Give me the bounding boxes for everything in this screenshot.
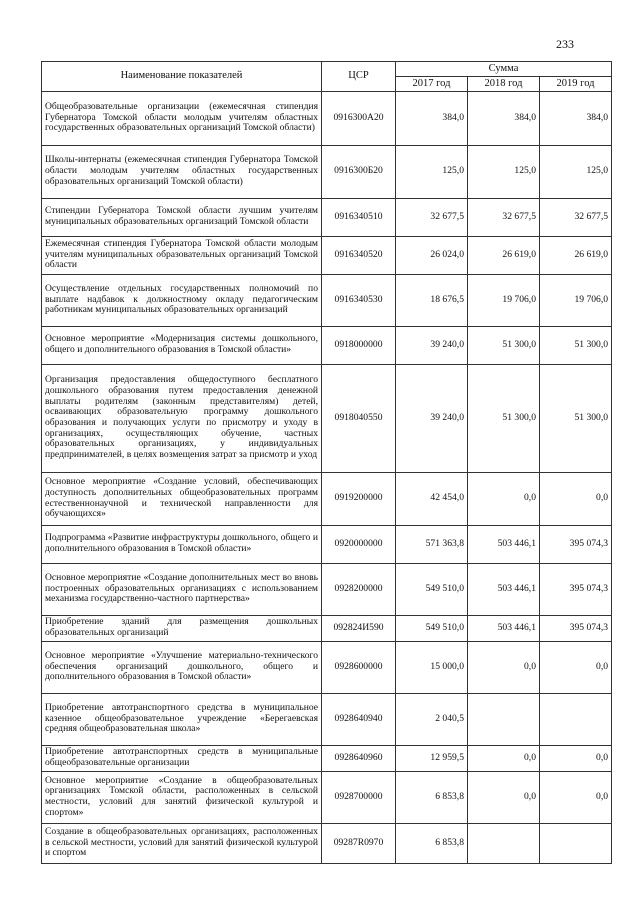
- row-2019: 51 300,0: [540, 326, 612, 364]
- row-2017: 18 676,5: [396, 274, 468, 326]
- row-2018: 384,0: [468, 91, 540, 145]
- row-code: 0916300Б20: [322, 145, 396, 198]
- row-2019: 0,0: [540, 745, 612, 771]
- row-code: 0928640960: [322, 745, 396, 771]
- row-2019: 0,0: [540, 771, 612, 823]
- table-row: [42, 771, 612, 823]
- row-2018: 125,0: [468, 145, 540, 198]
- row-2017: 12 959,5: [396, 745, 468, 771]
- row-name: Приобретение автотранспортных средств в муниципальные общеобразовательные организации: [42, 745, 322, 771]
- row-name: Приобретение автотранспортного средства в муниципальное казенное общеобразовательное учреждение «Берегаевская средняя общеобразовательная школа»: [42, 693, 322, 745]
- row-code: 0916340520: [322, 236, 396, 274]
- table-row: [42, 145, 612, 198]
- table-row: [42, 91, 612, 145]
- row-name: Организация предоставления общедоступного бесплатного дошкольного образования путем предоставления денежной выплаты родителям (законным представителям) детей, осваивающих образовательную программу дошкольного образования и получающих услуги по присмотру и уходу в организациях, осуществляющих обучение, частных образовательных организациях, у индивидуальных предпринимателей, в целях возмещения затрат за присмотр и уход: [42, 364, 322, 472]
- row-2018: 503 446,1: [468, 525, 540, 563]
- row-name: Подпрограмма «Развитие инфраструктуры дошкольного, общего и дополнительного образования в Томской области»: [42, 525, 322, 563]
- header-year-2017: 2017 год: [396, 76, 468, 91]
- row-2018: [468, 823, 540, 863]
- row-2018: 503 446,1: [468, 563, 540, 615]
- row-name: Школы-интернаты (ежемесячная стипендия Губернатора Томской области молодым учителям областных государственных образовательных организаций Томской области): [42, 145, 322, 198]
- row-2017: 384,0: [396, 91, 468, 145]
- row-code: 0918000000: [322, 326, 396, 364]
- row-name: Приобретение зданий для размещения дошкольных образовательных организаций: [42, 615, 322, 641]
- row-2017: 571 363,8: [396, 525, 468, 563]
- row-code: 0928200000: [322, 563, 396, 615]
- table-row: [42, 236, 612, 274]
- row-2019: 395 074,3: [540, 563, 612, 615]
- table-row: [42, 198, 612, 236]
- row-code: 0918040550: [322, 364, 396, 472]
- row-2017: 15 000,0: [396, 641, 468, 693]
- row-2018: 0,0: [468, 472, 540, 525]
- row-2019: 384,0: [540, 91, 612, 145]
- row-name: Основное мероприятие «Создание дополнительных мест во вновь построенных образовательных организациях с использованием механизма государственно-частного партнерства»: [42, 563, 322, 615]
- row-2019: 125,0: [540, 145, 612, 198]
- row-2018: 51 300,0: [468, 326, 540, 364]
- row-2019: 395 074,3: [540, 615, 612, 641]
- row-name: Основное мероприятие «Создание в общеобразовательных организациях Томской области, расположенных в сельской местности, условий для занятий физической культурой и спортом»: [42, 771, 322, 823]
- row-2017: 125,0: [396, 145, 468, 198]
- row-2017: 39 240,0: [396, 364, 468, 472]
- row-2017: 26 024,0: [396, 236, 468, 274]
- row-name: Стипендии Губернатора Томской области лучшим учителям муниципальных образовательных организаций Томской области: [42, 198, 322, 236]
- table-row: [42, 364, 612, 472]
- header-year-2019: 2019 год: [540, 76, 612, 91]
- row-2019: 26 619,0: [540, 236, 612, 274]
- row-2017: 2 040,5: [396, 693, 468, 745]
- row-2019: 0,0: [540, 472, 612, 525]
- row-2017: 6 853,8: [396, 823, 468, 863]
- row-2018: 32 677,5: [468, 198, 540, 236]
- header-year-2018: 2018 год: [468, 76, 540, 91]
- row-code: 092824И590: [322, 615, 396, 641]
- row-code: 0916340510: [322, 198, 396, 236]
- row-code: 0928600000: [322, 641, 396, 693]
- page-number: 233: [556, 37, 574, 51]
- table-row: [42, 615, 612, 641]
- row-2017: 549 510,0: [396, 615, 468, 641]
- table-row: [42, 563, 612, 615]
- row-2018: 0,0: [468, 641, 540, 693]
- row-2019: 51 300,0: [540, 364, 612, 472]
- row-2018: 26 619,0: [468, 236, 540, 274]
- budget-table: [41, 61, 612, 864]
- row-code: 09287R0970: [322, 823, 396, 863]
- row-2017: 32 677,5: [396, 198, 468, 236]
- row-code: 0928700000: [322, 771, 396, 823]
- row-2018: [468, 693, 540, 745]
- row-name: Основное мероприятие «Улучшение материально-технического обеспечения организаций дошкольного, общего и дополнительного образования в Томской области»: [42, 641, 322, 693]
- table-row: [42, 693, 612, 745]
- table-row: [42, 641, 612, 693]
- row-2019: [540, 823, 612, 863]
- row-name: Общеобразовательные организации (ежемесячная стипендия Губернатора Томской области молодым учителям областных государственных образовательных организаций Томской области): [42, 91, 322, 145]
- row-name: Основное мероприятие «Модернизация системы дошкольного, общего и дополнительного образования в Томской области»: [42, 326, 322, 364]
- header-sum: Сумма: [396, 62, 612, 77]
- row-2017: 549 510,0: [396, 563, 468, 615]
- row-name: Осуществление отдельных государственных полномочий по выплате надбавок к должностному окладу педагогическим работникам муниципальных образовательных организаций: [42, 274, 322, 326]
- row-code: 0916300А20: [322, 91, 396, 145]
- row-2019: 19 706,0: [540, 274, 612, 326]
- table-row: [42, 525, 612, 563]
- row-code: 0919200000: [322, 472, 396, 525]
- row-code: 0916340530: [322, 274, 396, 326]
- row-name: Основное мероприятие «Создание условий, обеспечивающих доступность дополнительных общеобразовательных программ естественнонаучной и технической направленности для обучающихся»: [42, 472, 322, 525]
- row-2018: 0,0: [468, 745, 540, 771]
- row-2019: 0,0: [540, 641, 612, 693]
- row-code: 0928640940: [322, 693, 396, 745]
- row-code: 0920000000: [322, 525, 396, 563]
- row-name: Создание в общеобразовательных организациях, расположенных в сельской местности, условий для занятий физической культурой и спортом: [42, 823, 322, 863]
- row-2018: 503 446,1: [468, 615, 540, 641]
- table-row: [42, 326, 612, 364]
- table-row: [42, 745, 612, 771]
- row-2019: [540, 693, 612, 745]
- row-2017: 42 454,0: [396, 472, 468, 525]
- table-row: [42, 823, 612, 863]
- row-name: Ежемесячная стипендия Губернатора Томской области молодым учителям муниципальных образовательных организаций Томской области: [42, 236, 322, 274]
- row-2019: 395 074,3: [540, 525, 612, 563]
- row-2019: 32 677,5: [540, 198, 612, 236]
- table-row: [42, 274, 612, 326]
- header-name: Наименование показателей: [42, 62, 322, 92]
- header-code: ЦСР: [322, 62, 396, 92]
- row-2018: 0,0: [468, 771, 540, 823]
- row-2018: 19 706,0: [468, 274, 540, 326]
- row-2017: 6 853,8: [396, 771, 468, 823]
- table-row: [42, 472, 612, 525]
- row-2018: 51 300,0: [468, 364, 540, 472]
- row-2017: 39 240,0: [396, 326, 468, 364]
